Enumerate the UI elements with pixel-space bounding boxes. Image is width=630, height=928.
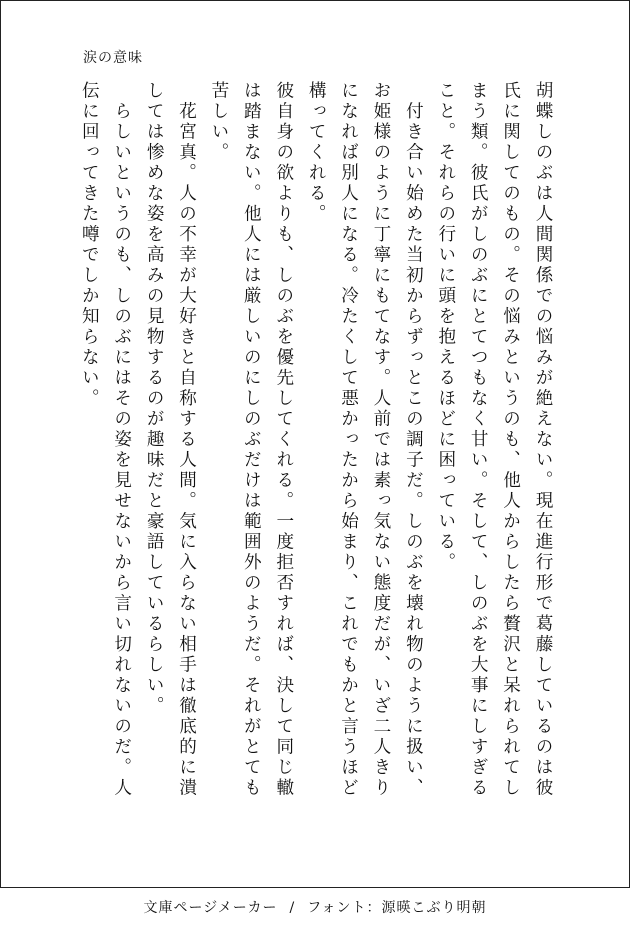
paragraph-2: 付き合い始めた当初からずっとこの調子だ。しのぶを壊れ物のように扱い、お姫様のように丁寧にもてなす。人前では素っ気ない態度だが、いざ二人きりになれば別人になる。冷たくして悪かったから始まり、これでもかと言うほど構ってくれる。 xyxy=(306,81,424,799)
paragraph-1: 胡蝶しのぶは人間関係での悩みが絶えない。現在進行形で葛藤しているのは彼氏に関してのもの。その悩みというのも、他人からしたら贅沢と呆れられてしまう類。彼氏がしのぶにとてつもなく甘い。そして、しのぶを大事にしすぎること。それらの行いに頭を抱えるほどに困っている。 xyxy=(435,81,553,799)
page-title: 涙の意味 xyxy=(83,50,143,66)
paragraph-5: らしいというのも、しのぶにはその姿を見せないから言い切れないのだ。人伝に回ってきた噂でしか知らない。 xyxy=(79,81,132,799)
vertical-body-text xyxy=(73,81,559,801)
paragraph-4: 花宮真。人の不幸が大好きと自称する人間。気に入らない相手は徹底的に潰しては惨めな姿を高みの見物するのが趣味だと豪語しているらしい。 xyxy=(144,81,197,799)
paragraph-3: 彼自身の欲よりも、しのぶを優先してくれる。一度拒否すれば、決して同じ轍は踏まない。他人には厳しいのにしのぶだけは範囲外のようだ。それがとても苦しい。 xyxy=(208,81,294,799)
footer-credit xyxy=(0,888,630,928)
footer-font-credit: フォント：源暎こぶり明朝 xyxy=(307,900,487,916)
footer-separator: / xyxy=(289,900,296,916)
footer-app-name: 文庫ページメーカー xyxy=(143,900,278,916)
